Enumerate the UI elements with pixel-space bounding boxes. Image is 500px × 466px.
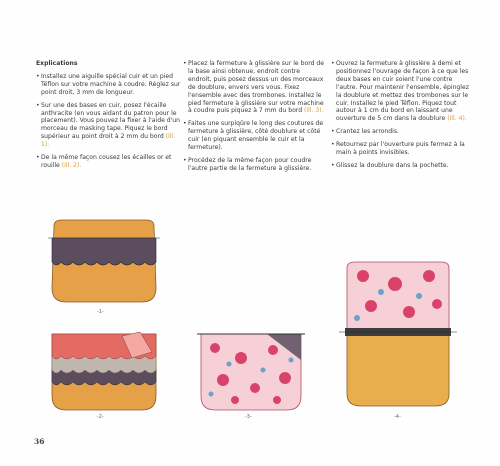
figure-caption: -4- [394, 414, 401, 420]
instruction-item: • Placez la fermeture à glissière sur le bord de la base ainsi obtenue, endroit contre endroit, puis posez dessus un des morceaux de doublure, envers vers vous. Fixez l'ensemble avec des trombones. Installez le pied fermeture à glissière sur votre machine à coudre puis piquez à 7 mm du bord (ill. 3). [183, 60, 325, 115]
instruction-item: • Faites une surpiqûre le long des coutures de fermeture à glissière, côté doublure et côté cuir (en piquant ensemble le cuir et la fermeture). [183, 120, 325, 152]
illustration-2 [48, 330, 160, 412]
text-column-1 [36, 60, 181, 175]
figure-caption: -3- [245, 414, 252, 420]
instruction-item: • Procédez de la même façon pour coudre l'autre partie de la fermeture à glissière. [183, 157, 325, 173]
figure-reference: (ill. 1). [41, 133, 176, 149]
section-heading: Explications [36, 60, 78, 67]
text-column-2 [183, 60, 325, 178]
figure-reference: (ill. 3). [304, 107, 324, 115]
illustration-1 [48, 218, 160, 306]
instruction-item: • De la même façon cousez les écailles or et rouille (ill. 2). [36, 154, 181, 170]
figure-reference: (ill. 4). [447, 115, 467, 123]
figure-reference: (ill. 2). [61, 161, 82, 169]
figure-caption: -2- [97, 414, 104, 420]
page-number: 36 [34, 437, 45, 446]
instruction-item: • Installez une aiguille spécial cuir et un pied Téflon sur votre machine à coudre. Réglez sur point droit, 3 mm de longueur. [36, 73, 181, 97]
instruction-item: • Crantez les arrondis. [331, 128, 471, 136]
instruction-item: • Retournez par l'ouverture puis fermez à la main à points invisibles. [331, 141, 471, 157]
text-column-3 [331, 60, 471, 175]
illustration-4 [337, 258, 459, 410]
instruction-item: • Glissez la doublure dans la pochette. [331, 162, 471, 170]
figure-caption: -1- [97, 309, 104, 315]
illustration-3 [193, 330, 309, 414]
instruction-item: • Ouvrez la fermeture à glissière à demi et positionnez l'ouvrage de façon à ce que les deux bases en cuir soient l'une contre l'autre. Pour maintenir l'ensemble, épinglez la doublure et mettez des trombones sur le cuir. Installez le pied Téflon. Piquez tout autour à 1 cm du bord en laissant une ouverture de 5 cm dans la doublure (ill. 4). [331, 60, 471, 123]
instruction-item: • Sur une des bases en cuir, posez l'écaille anthracite (en vous aidant du patron pour le placement). Vous pouvez la fixer à l'aide d'un morceau de masking tape. Piquez le bord supérieur au point droit à 2 mm du bord (ill. 1). [36, 102, 181, 149]
